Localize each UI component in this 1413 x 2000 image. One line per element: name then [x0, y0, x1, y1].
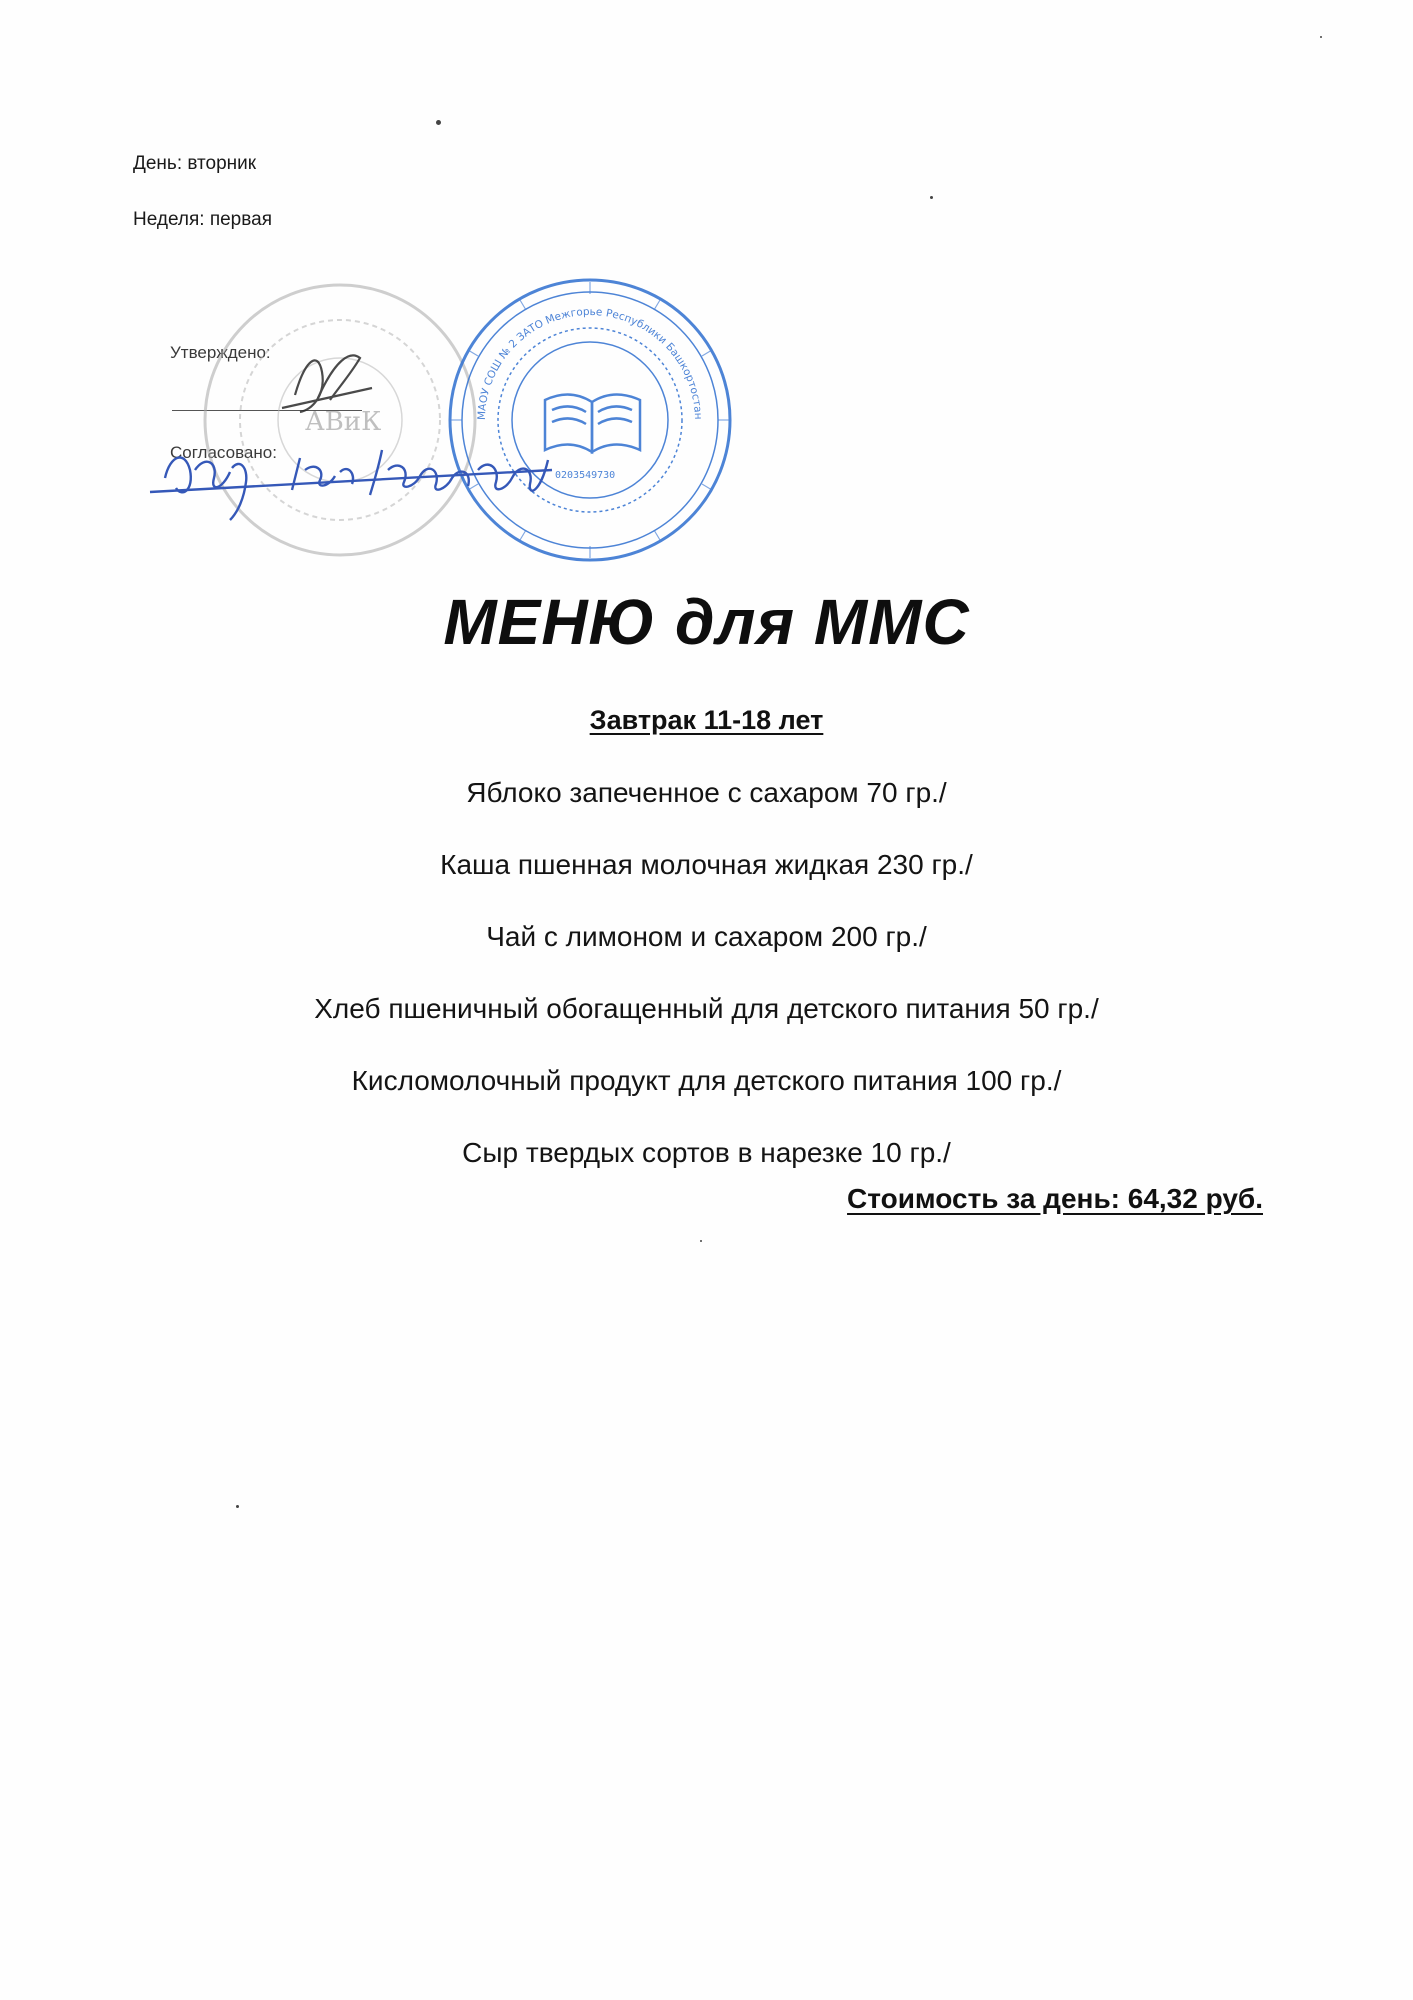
grey-stamp-text: АВиК	[305, 407, 382, 437]
page-title: МЕНЮ для ММС	[443, 586, 970, 658]
menu-item: Яблоко запеченное с сахаром 70 гр./	[466, 777, 947, 808]
daily-cost: Стоимость за день: 64,32 руб.	[847, 1183, 1263, 1214]
menu-item: Чай с лимоном и сахаром 200 гр./	[486, 921, 927, 952]
book-icon	[545, 394, 640, 452]
menu-item: Каша пшенная молочная жидкая 230 гр./	[440, 849, 973, 880]
menu-item: Сыр твердых сортов в нарезке 10 гр./	[462, 1137, 951, 1168]
menu-item: Кисломолочный продукт для детского питания 100 гр./	[351, 1065, 1062, 1096]
seal-number: 0203549730	[555, 470, 616, 481]
scan-speck	[930, 196, 933, 199]
blue-seal	[450, 280, 730, 560]
menu-item: Хлеб пшеничный обогащенный для детского питания 50 гр./	[314, 993, 1099, 1024]
menu-list	[0, 775, 1413, 1207]
agreed-label: Согласовано:	[170, 443, 277, 462]
approved-line	[172, 410, 362, 411]
scan-speck	[436, 120, 441, 125]
seal-ring-text: МАОУ СОШ № 2 ЗАТО Межгорье Республики Башкортостан	[475, 305, 705, 421]
week-line: Неделя: первая	[133, 209, 272, 230]
scan-speck	[236, 1505, 239, 1508]
grey-round-stamp	[205, 285, 475, 555]
signature-caption: Ю.И. Головина	[0, 0, 7, 1]
approval-signature	[282, 355, 372, 412]
meal-heading: Завтрак 11-18 лет	[589, 705, 824, 735]
scan-speck	[1320, 36, 1322, 38]
day-line: День: вторник	[133, 153, 257, 174]
approved-label: Утверждено:	[170, 343, 271, 362]
scan-speck	[700, 1240, 702, 1242]
